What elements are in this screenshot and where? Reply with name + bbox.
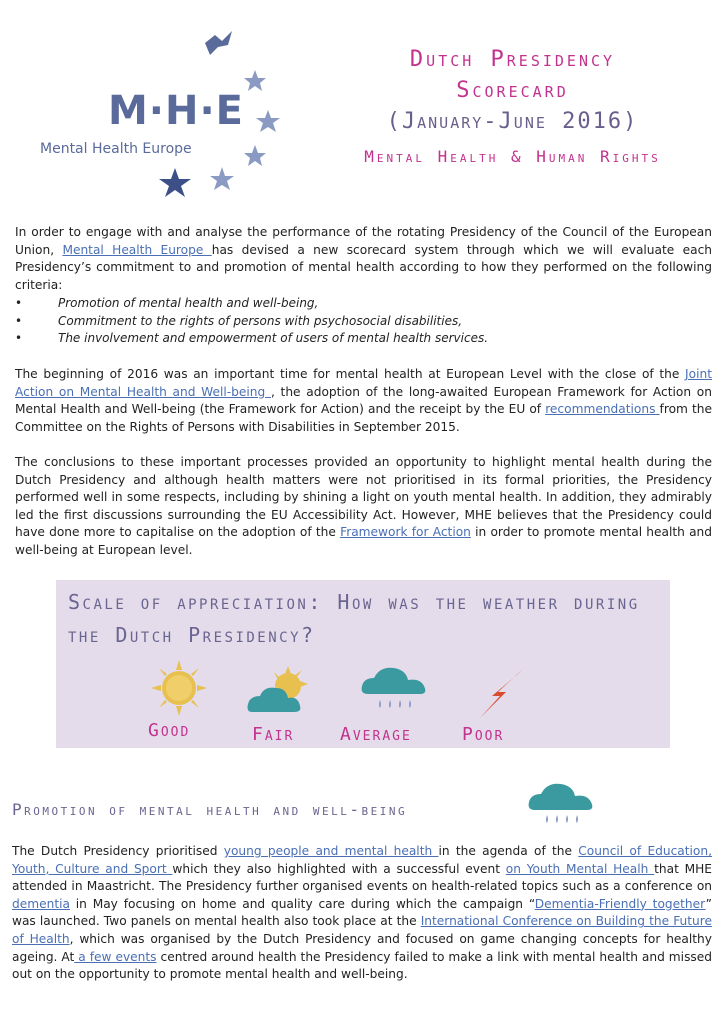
scale-label-poor: Poor	[462, 724, 505, 745]
sun-icon	[151, 660, 207, 716]
header	[0, 0, 724, 215]
dementia-campaign-link[interactable]: Dementia-Friendly together	[534, 896, 706, 911]
list-item	[15, 295, 712, 313]
list-item	[15, 313, 712, 331]
paragraph-text: that MHE attended in Maastricht. The Presidency further organised events on health-related topics such as a conference on	[12, 861, 712, 894]
paragraph-text: The conclusions to these important processes provided an opportunity to highlight mental health during the Dutch Presidency and although health matters were not prioritised in its formal priorities, the Presidency performed well in some respects, including by shining a light on youth mental health. In addition, they admirably led the first discussions surrounding the EU Accessibility Act. However, MHE believes that the Presidency could have done more to capitalise on the adoption of the	[15, 455, 712, 540]
intro-text-2: has devised a new scorecard system through which we will evaluate each Presidency’s commitment to and promotion of mental health according to how they performed on the following criteria:	[15, 242, 713, 292]
title-line-3: (January-June 2016)	[386, 109, 639, 134]
bullet-icon: •	[15, 313, 23, 328]
young-people-link[interactable]: young people and mental health	[223, 844, 439, 858]
section-title-promotion: Promotion of mental health and well-being	[12, 800, 408, 819]
section-1-paragraph	[12, 843, 712, 984]
rain-cloud-icon	[527, 782, 601, 830]
bullet-icon: •	[15, 331, 23, 345]
criteria-list	[15, 295, 712, 348]
scale-title: Scale of appreciation: How was the weather during the Dutch Presidency?	[68, 590, 640, 647]
intro-text-1: In order to engage with and analyse the performance of the rotating Presidency of the Council of the European Union,	[15, 225, 712, 257]
criteria-text: Promotion of mental health and well-being,	[58, 296, 319, 310]
council-link[interactable]: Council of Education, Youth, Culture and Sport	[12, 844, 712, 876]
paragraph-text: in order to promote mental health and well-being at European level.	[15, 525, 713, 557]
intro-paragraph	[15, 224, 712, 294]
weather-scale	[56, 580, 670, 748]
logo-subtitle: Mental Health Europe	[40, 141, 192, 157]
lightning-icon	[478, 670, 526, 718]
scale-label-average: Average	[340, 724, 412, 745]
scale-label-fair: Fair	[252, 724, 295, 745]
paragraph-text: centred around health the Presidency failed to make a link with mental health and missed out on the opportunity to promote mental health and well-being.	[12, 949, 713, 982]
paragraph-text: ” was launched. Two panels on mental health also took place at the	[12, 896, 712, 929]
document-title	[305, 44, 720, 166]
few-events-link[interactable]: a few events	[74, 949, 157, 964]
paragraph-2	[15, 366, 712, 436]
recommendations-link[interactable]: recommendations	[545, 402, 660, 417]
conference-link[interactable]: International Conference on Building the Future of Health	[12, 914, 713, 946]
paragraph-text: in the agenda of the	[438, 844, 579, 858]
title-line-2: Scorecard	[456, 78, 569, 103]
paragraph-text: The Dutch Presidency prioritised	[12, 844, 224, 858]
criteria-text: Commitment to the rights of persons with psychosocial disabilities,	[58, 313, 463, 328]
paragraph-text: The beginning of 2016 was an important time for mental health at European Level with the close of the	[15, 367, 686, 381]
youth-event-link[interactable]: on Youth Mental Healh	[505, 861, 655, 876]
paragraph-text: from the Committee on the Rights of Persons with Disabilities in September 2015.	[15, 402, 712, 434]
list-item	[15, 330, 712, 348]
criteria-text: The involvement and empowerment of users of mental health services.	[58, 331, 489, 345]
sun-behind-cloud-icon	[246, 666, 312, 718]
bullet-icon: •	[15, 296, 23, 310]
paragraph-text: which they also highlighted with a successful event	[172, 861, 506, 876]
logo-letters: M·H·E	[108, 88, 244, 134]
scale-label-good: Good	[148, 720, 191, 741]
paragraph-text: in May focusing on home and quality care during which the campaign “	[69, 896, 535, 911]
joint-action-link[interactable]: Joint Action on Mental Health and Well-being	[15, 367, 712, 399]
paragraph-text: , the adoption of the long-awaited European Framework for Action on Mental Health and Well-being (the Framework for Action) and the receipt by the EU of	[15, 384, 712, 417]
mhe-link[interactable]: Mental Health Europe	[62, 242, 212, 257]
rain-cloud-icon	[360, 664, 434, 720]
title-subtitle: Mental Health & Human Rights	[364, 147, 661, 166]
paragraph-3	[15, 454, 712, 560]
paragraph-text: , which was organised by the Dutch Presidency and focused on game changing concepts for healthy ageing. At	[12, 931, 712, 964]
framework-link[interactable]: Framework for Action	[340, 525, 471, 540]
title-line-1: Dutch Presidency	[409, 47, 616, 72]
dementia-link[interactable]: dementia	[12, 896, 70, 911]
